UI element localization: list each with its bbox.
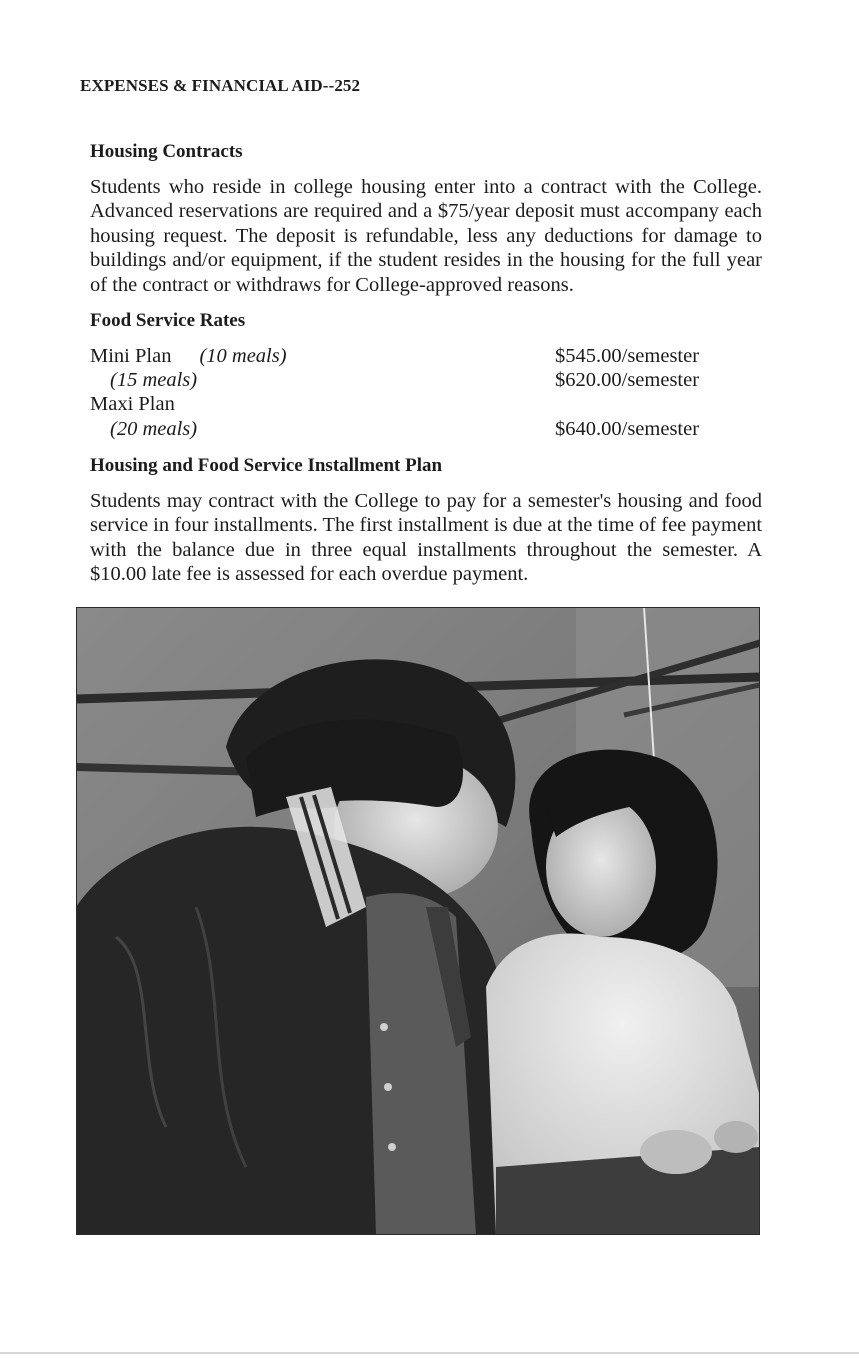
installment-line-2: food service in four installments. The first installment is due at the time of fee [90, 490, 763, 537]
students-photo [76, 607, 760, 1235]
woman-hands [640, 1130, 712, 1174]
installment-line-3: payment with the balance due in three equal installments throughout the [90, 514, 763, 561]
food-service-heading: Food Service Rates [90, 310, 246, 331]
rate-row-mini-15 [90, 368, 762, 392]
maxi-20-price: $640.00/semester [555, 418, 700, 440]
rate-row-mini-10 [90, 344, 762, 368]
maxi-plan-label: Maxi Plan [90, 393, 175, 415]
housing-contracts-paragraph [90, 175, 762, 297]
installment-line-4: semester. A $10.00 late fee is assessed for each overdue payment. [90, 538, 763, 586]
housing-line-5: for the full year of the contract or withdraws for College-approved reasons. [90, 249, 762, 296]
page-bottom-rule [0, 1352, 859, 1354]
installment-plan-heading: Housing and Food Service Installment Plan [90, 455, 443, 476]
housing-contracts-heading: Housing Contracts [90, 141, 243, 162]
page-running-title: EXPENSES & FINANCIAL AID--252 [80, 76, 361, 95]
housing-line-2: Advanced reservations are required and a $75/year deposit must accompany [90, 200, 719, 223]
installment-plan-paragraph [90, 489, 762, 587]
mini-10-meals: (10 meals) [199, 345, 287, 367]
mini-15-meals: (15 meals) [110, 369, 198, 391]
mini-plan-label: Mini Plan [90, 345, 172, 367]
rate-label [90, 344, 287, 368]
rate-row-maxi-20 [90, 417, 762, 441]
students-photo-illustration [76, 607, 760, 1235]
mini-10-price: $545.00/semester [555, 345, 700, 367]
maxi-20-meals: (20 meals) [110, 418, 198, 440]
housing-line-1: Students who reside in college housing enter into a contract with the College. [90, 176, 762, 198]
housing-line-4: damage to buildings and/or equipment, if the student resides in the housing [90, 224, 762, 272]
installment-line-1: Students may contract with the College to pay for a semester's housing and [90, 490, 719, 512]
mini-15-price: $620.00/semester [555, 369, 700, 391]
housing-line-3: each housing request. The deposit is refundable, less any deductions for [90, 200, 762, 247]
rate-row-maxi [90, 392, 762, 416]
